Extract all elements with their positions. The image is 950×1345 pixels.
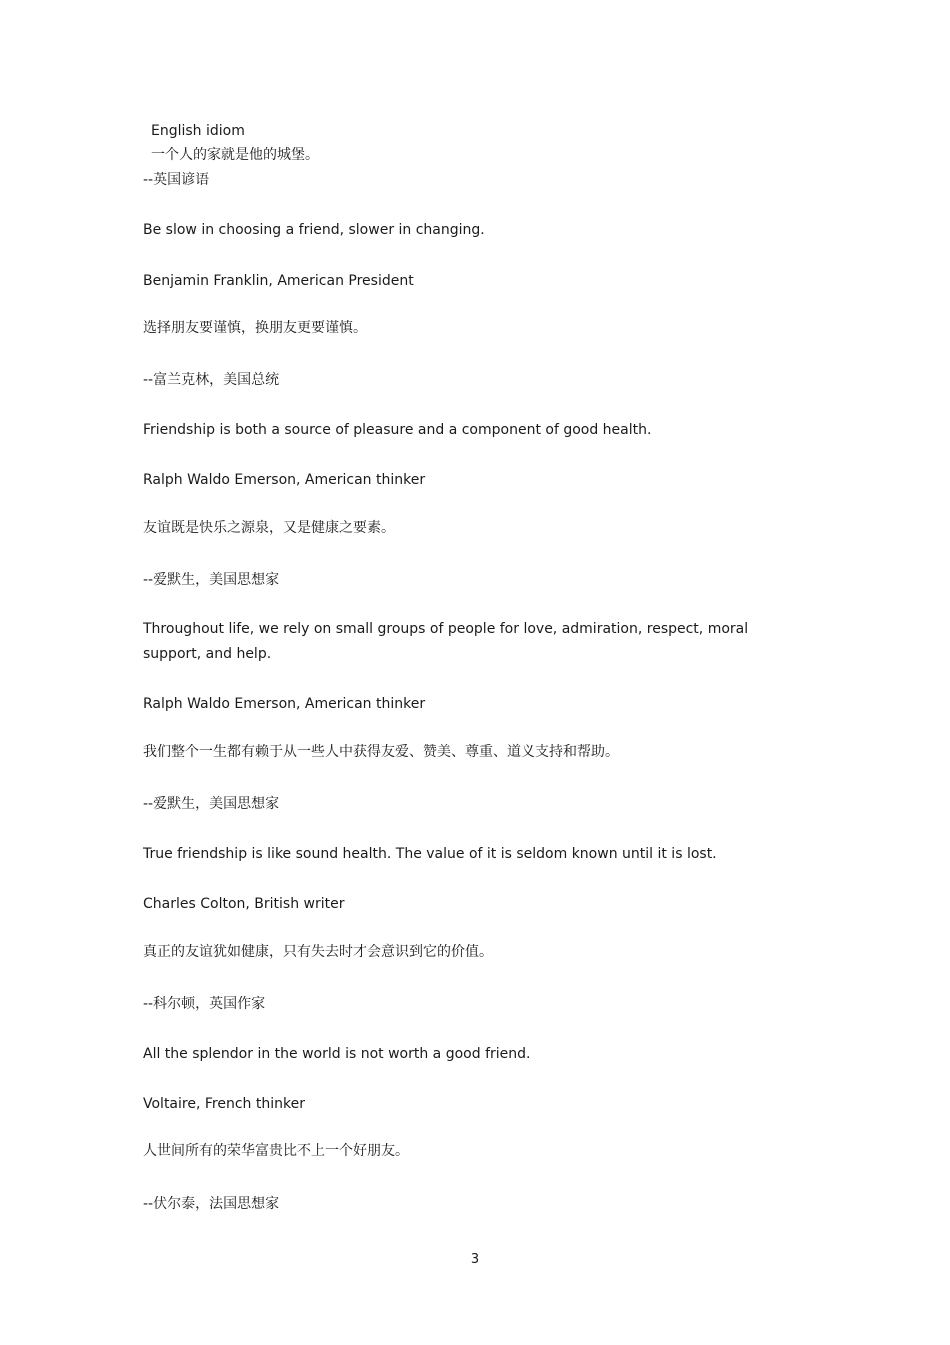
quote-5-author: Voltaire, French thinker [143,1096,305,1112]
quote-4-source: --科尔顿，英国作家 [143,996,266,1012]
quote-3-chinese: 我们整个一生都有赖于从一些人中获得友爱、赞美、尊重、道义支持和帮助。 [143,744,619,760]
quote-4-author: Charles Colton, British writer [143,896,345,912]
quote-1-chinese: 选择朋友要谨慎，换朋友更要谨慎。 [143,320,367,336]
quote-2-source: --爱默生，美国思想家 [143,572,280,588]
quote-1-english: Be slow in choosing a friend, slower in changing. [143,222,485,238]
quote-2-english: Friendship is both a source of pleasure and a component of good health. [143,422,652,438]
quote-1-author: Benjamin Franklin, American President [143,273,414,289]
quote-3-author: Ralph Waldo Emerson, American thinker [143,696,426,712]
page-number: 3 [470,1252,480,1267]
idiom-chinese: 一个人的家就是他的城堡。 [151,147,319,163]
quote-5-chinese: 人世间所有的荣华富贵比不上一个好朋友。 [143,1143,409,1159]
quote-2-chinese: 友谊既是快乐之源泉，又是健康之要素。 [143,520,395,536]
quote-5-english: All the splendor in the world is not worth a good friend. [143,1046,531,1062]
quote-3-source: --爱默生，美国思想家 [143,796,280,812]
quote-4-chinese: 真正的友谊犹如健康，只有失去时才会意识到它的价值。 [143,944,493,960]
quote-2-author: Ralph Waldo Emerson, American thinker [143,472,426,488]
quote-5-source: --伏尔泰，法国思想家 [143,1196,280,1212]
quote-1-source: --富兰克林，美国总统 [143,372,280,388]
idiom-source: --英国谚语 [143,172,210,188]
quote-4-english: True friendship is like sound health. The value of it is seldom known until it is lost. [143,846,717,862]
idiom-english: English idiom [151,123,245,139]
quote-3-english: Throughout life, we rely on small groups of people for love, admiration, respect, moral support, and help. [143,621,749,662]
